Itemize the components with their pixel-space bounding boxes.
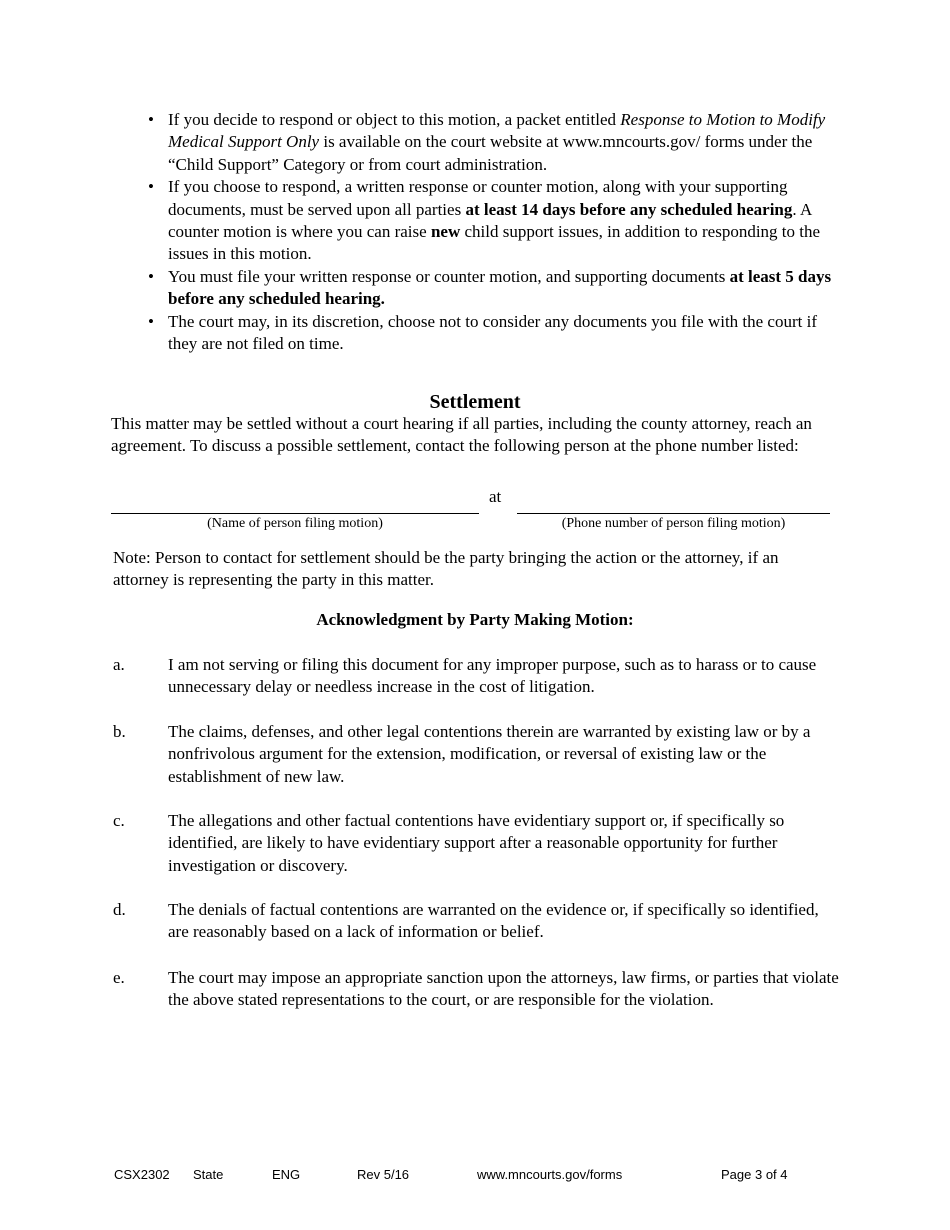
settlement-paragraph: This matter may be settled without a court hearing if all parties, including the county attorney, reach an agreement. To discuss a possible settlement, contact the following person at the phone number listed: [111,414,812,456]
bullet-icon: • [148,177,154,197]
item-label: b. [113,722,126,741]
form-code: CSX2302 [114,1167,170,1182]
list-item: • If you choose to respond, a written response or counter motion, along with your supporting documents, must be served upon all parties at least 14 days before any scheduled hearing. A counter motion is where you can raise new child support issues, in addition to responding to the issues in this motion. [148,177,821,264]
acknowledgment-heading: Acknowledgment by Party Making Motion: [316,610,634,629]
item-text: The denials of factual contentions are warranted on the evidence or, if specifically so identified, are reasonably based on a lack of information or belief. [168,900,819,942]
acknowledgment-item-e [113,967,843,1012]
bullet-icon: • [148,311,154,331]
item-text: The claims, defenses, and other legal contentions therein are warranted by existing law or by a nonfrivolous argument for the extension, modification, or reversal of existing law or the establishment of new law. [168,722,811,786]
item-text: The court may impose an appropriate sanction upon the attorneys, law firms, or parties that violate the above stated representations to the court, or are responsible for the violation. [168,968,839,1010]
list-item: • You must file your written response or counter motion, and supporting documents at least 5 days before any scheduled hearing. [148,266,832,309]
acknowledgment-item-d [113,899,843,944]
bullet-icon: • [148,266,154,286]
acknowledgment-item-c [113,810,843,877]
revision: Rev 5/16 [357,1167,410,1182]
item-label: e. [113,968,125,987]
item-label: d. [113,900,126,919]
page-footer [0,1167,950,1187]
at-label: at [489,487,502,506]
item-text: I am not serving or filing this document for any improper purpose, such as to harass or to cause unnecessary delay or needless increase in the cost of litigation. [168,655,817,697]
website-link[interactable]: www.mncourts.gov/forms [477,1167,623,1182]
page-number: Page 3 of 4 [721,1167,788,1182]
phone-caption: (Phone number of person filing motion) [561,516,786,531]
name-caption: (Name of person filing motion) [207,516,383,531]
jurisdiction: State [193,1167,224,1182]
item-label: a. [113,655,125,674]
settlement-note: Note: Person to contact for settlement should be the party bringing the action or the attorney, if an attorney is representing the party in this matter. [113,548,779,590]
phone-signature-line[interactable] [517,513,830,514]
acknowledgment-item-b [113,721,843,788]
item-label: c. [113,811,125,830]
list-item: • If you decide to respond or object to this motion, a packet entitled Response to Motion to Modify Medical Support Only is available on the court website at www.mncourts.gov/ forms under the “Child Support” Category or from court administration. [148,110,826,174]
bullet-icon: • [148,110,154,129]
item-text: The allegations and other factual contentions have evidentiary support or, if specifically so identified, are likely to have evidentiary support after a reasonable opportunity for further investigation or discovery. [168,811,785,875]
acknowledgment-item-a [113,654,843,699]
name-signature-line[interactable] [111,513,479,514]
list-item: • The court may, in its discretion, choose not to consider any documents you file with the court if they are not filed on time. [148,311,817,354]
instructions-list [148,109,848,355]
settlement-heading: Settlement [429,391,521,413]
language: ENG [272,1167,301,1182]
